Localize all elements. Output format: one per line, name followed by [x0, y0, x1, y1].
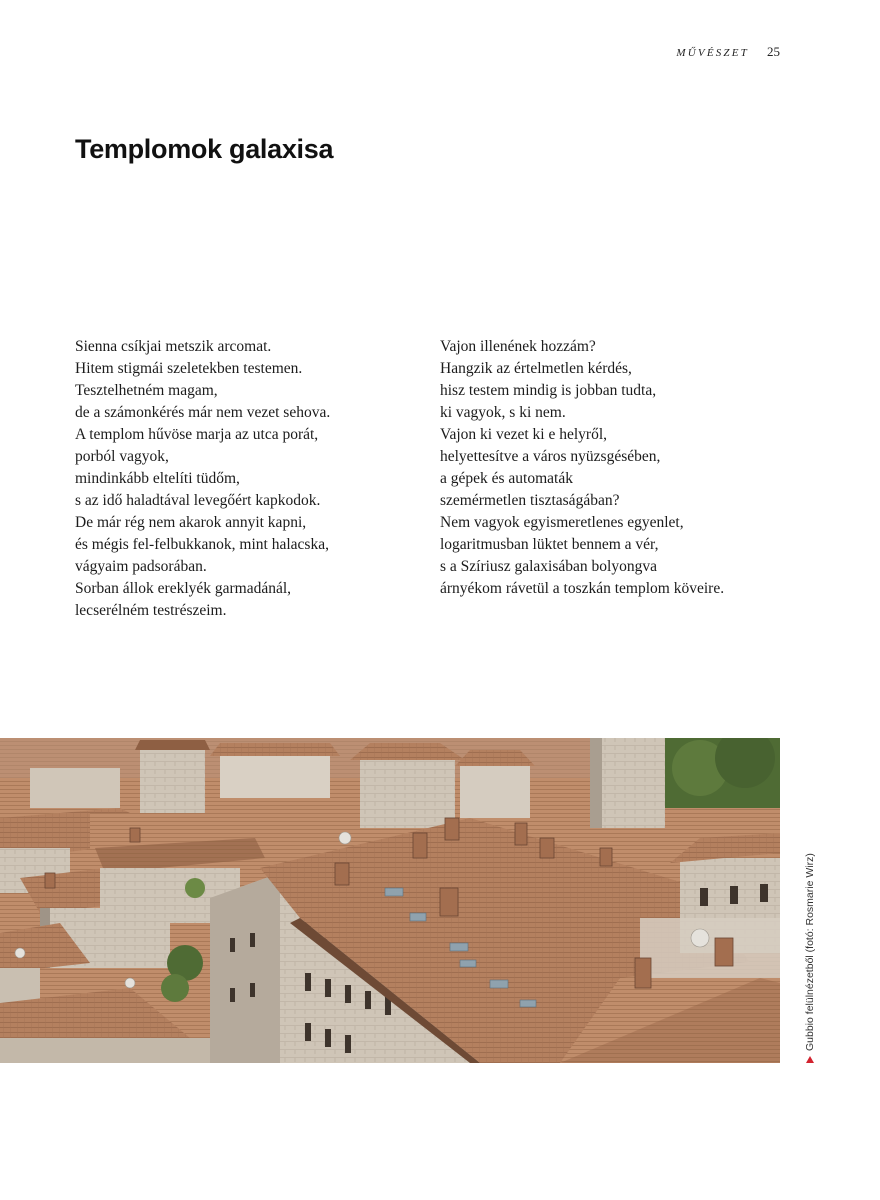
poem-line: árnyékom rávetül a toszkán templom köveire. [440, 580, 725, 597]
poem-line: Vajon ki vezet ki e helyről, [440, 426, 608, 443]
poem-line: és mégis fel-felbukkanok, mint halacska, [75, 536, 329, 553]
poem-line: s a Szíriusz galaxisában bolyongva [440, 558, 657, 575]
poem-line: Hitem stigmái szeletekben testemen. [75, 360, 303, 377]
page-number: 25 [767, 44, 780, 59]
caption-triangle-icon [806, 1056, 814, 1063]
photo-caption-text: Gubbio felülnézetből (fotó: Rosmarie Wirz) [804, 853, 816, 1051]
poem-left-column [75, 336, 445, 622]
poem-line: ki vagyok, s ki nem. [440, 404, 566, 421]
poem-line: a gépek és automaták [440, 470, 573, 487]
poem-line: Vajon illenének hozzám? [440, 338, 596, 355]
rooftops-illustration [0, 738, 780, 1063]
gubbio-aerial-photo [0, 738, 780, 1063]
poem-line: Nem vagyok egyismeretlenes egyenlet, [440, 514, 684, 531]
poem-line: De már rég nem akarok annyit kapni, [75, 514, 307, 531]
poem-line: de a számonkérés már nem vezet sehova. [75, 404, 331, 421]
poem-line: logaritmusban lüktet bennem a vér, [440, 536, 659, 553]
poem-line: Sienna csíkjai metszik arcomat. [75, 338, 272, 355]
poem-right-column [440, 336, 810, 600]
poem-line: A templom hűvöse marja az utca porát, [75, 426, 319, 443]
poem-line: porból vagyok, [75, 448, 169, 465]
poem-line: helyettesítve a város nyüzsgésében, [440, 448, 661, 465]
page-title: Templomok galaxisa [75, 134, 334, 164]
poem-line: vágyaim padsorában. [75, 558, 207, 575]
poem-line: lecserélném testrészeim. [75, 602, 227, 619]
poem-line: Tesztelhetném magam, [75, 382, 218, 399]
section-label: MŰVÉSZET [676, 47, 749, 59]
poem-line: Hangzik az értelmetlen kérdés, [440, 360, 632, 377]
photo-caption [804, 853, 816, 1063]
poem-line: mindinkább eltelíti tüdőm, [75, 470, 240, 487]
running-head [676, 44, 780, 60]
poem-line: s az idő haladtával levegőért kapkodok. [75, 492, 321, 509]
poem-line: hisz testem mindig is jobban tudta, [440, 382, 657, 399]
poem-line: szemérmetlen tisztaságában? [440, 492, 620, 509]
poem-line: Sorban állok ereklyék garmadánál, [75, 580, 292, 597]
